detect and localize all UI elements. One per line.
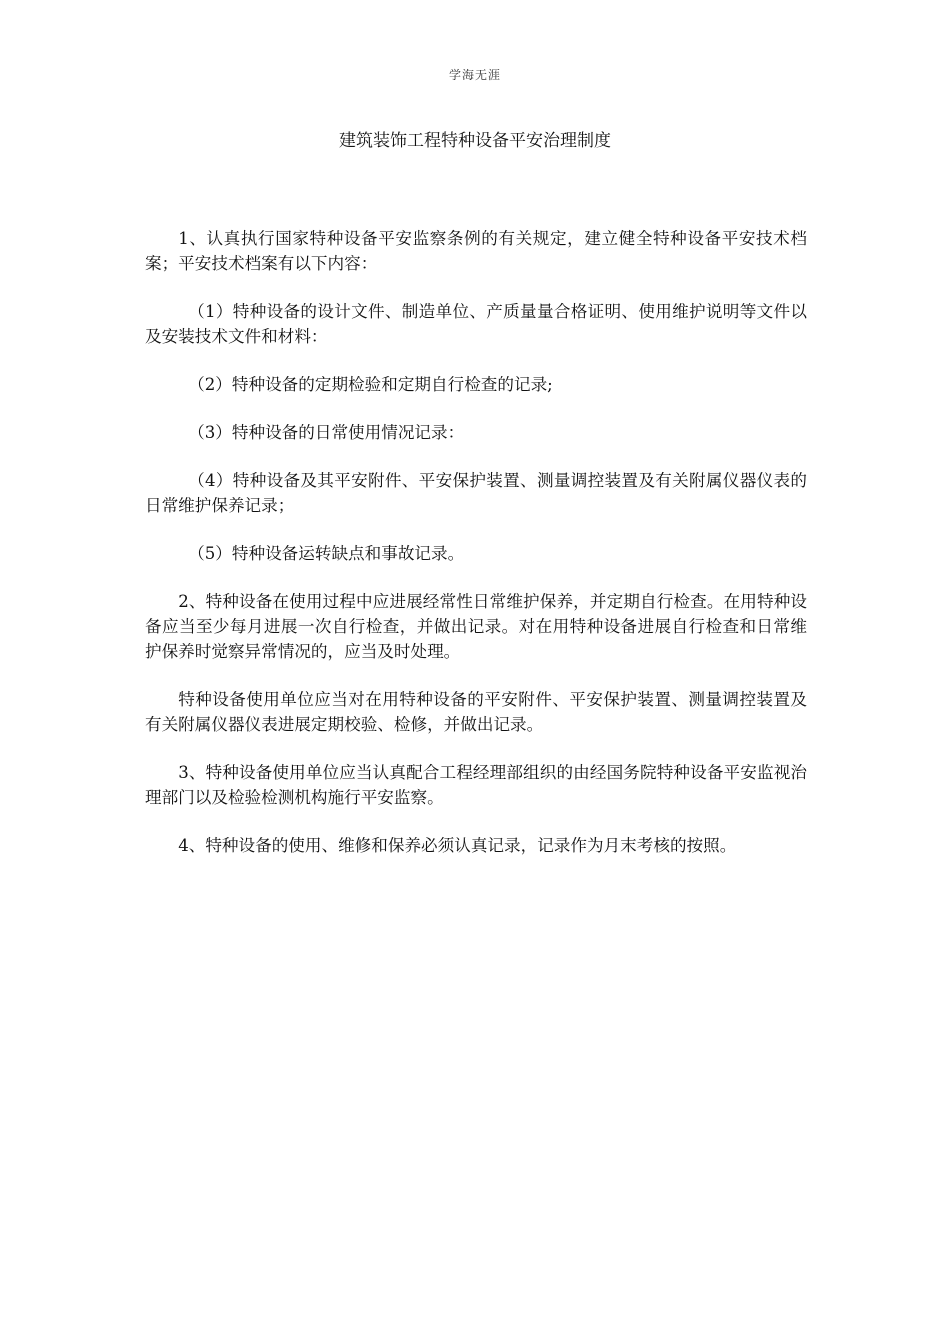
paragraph-2-note: 特种设备使用单位应当对在用特种设备的平安附件、平安保护装置、测量调控装置及有关附属仪器仪表进展定期校验、检修，并做出记录。: [145, 690, 807, 734]
paragraph-1-item-2: （2）特种设备的定期检验和定期自行检查的记录;: [188, 375, 553, 394]
paragraph-1-item-4: （4）特种设备及其平安附件、平安保护装置、测量调控装置及有关附属仪器仪表的日常维护保养记录；: [145, 471, 807, 515]
paragraph-3: 3、特种设备使用单位应当认真配合工程经理部组织的由经国务院特种设备平安监视治理部门以及检验检测机构施行平安监察。: [145, 763, 807, 807]
page-header: 学海无涯: [448, 68, 501, 82]
paragraph-1-item-3: （3）特种设备的日常使用情况记录：: [188, 423, 465, 442]
document-body: [145, 226, 807, 881]
paragraph-1: 1、认真执行国家特种设备平安监察条例的有关规定，建立健全特种设备平安技术档案；平安技术档案有以下内容：: [145, 229, 807, 273]
paragraph-1-item-1: （1）特种设备的设计文件、制造单位、产质量量合格证明、使用维护说明等文件以及安装技术文件和材料：: [145, 302, 807, 346]
paragraph-2: 2、特种设备在使用过程中应进展经常性日常维护保养，并定期自行检查。在用特种设备应当至少每月进展一次自行检查，并做出记录。对在用特种设备进展自行检查和日常维护保养时觉察异常情况的，应当及时处理。: [145, 592, 807, 661]
document-title: 建筑装饰工程特种设备平安治理制度: [339, 131, 611, 151]
paragraph-1-item-5: （5）特种设备运转缺点和事故记录。: [188, 544, 465, 563]
paragraph-4: 4、特种设备的使用、维修和保养必须认真记录，记录作为月末考核的按照。: [178, 836, 737, 855]
